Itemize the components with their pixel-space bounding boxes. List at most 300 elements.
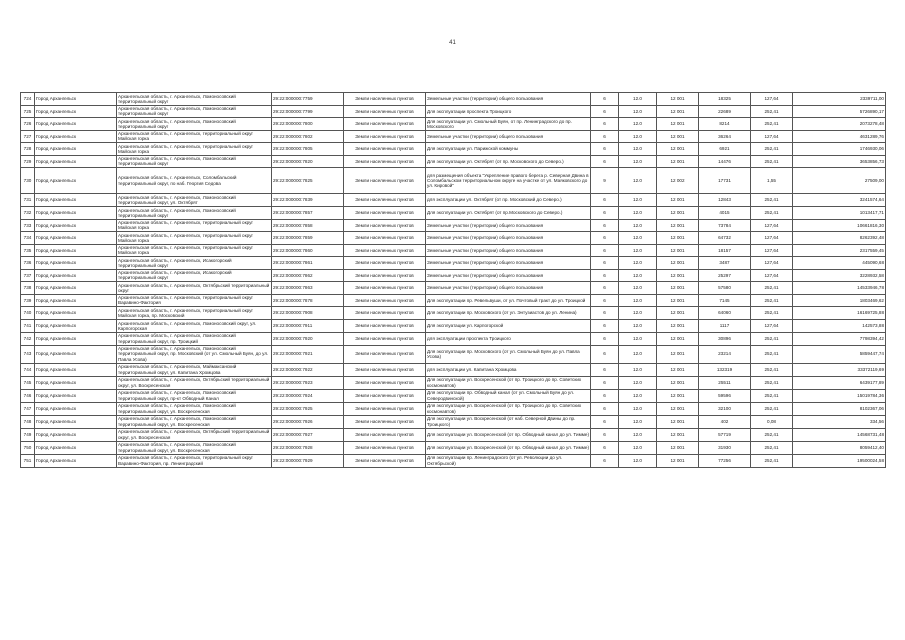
activity-code-cell: 12 001 <box>657 307 699 320</box>
city-cell: Город Архангельск <box>35 207 117 220</box>
activity-code-cell: 12 002 <box>657 168 699 194</box>
land-category-cell: Земли населенных пунктов <box>344 402 426 415</box>
group-cell: 12.0 <box>619 454 657 467</box>
activity-code-cell: 12 001 <box>657 402 699 415</box>
row-number-cell: 729 <box>21 155 35 168</box>
table-row <box>21 345 886 363</box>
area-cell: 402 <box>699 415 751 428</box>
area-cell: 3487 <box>699 257 751 270</box>
code-cell: 6 <box>591 207 619 220</box>
land-category-cell: Земли населенных пунктов <box>344 454 426 467</box>
table-row <box>21 402 886 415</box>
code-cell: 9 <box>591 168 619 194</box>
area-cell: 18157 <box>699 244 751 257</box>
cadastral-value-cell: 8059412,40 <box>793 441 886 454</box>
area-cell: 64060 <box>699 307 751 320</box>
rate-cell: 252,41 <box>751 143 793 156</box>
city-cell: Город Архангельск <box>35 244 117 257</box>
city-cell: Город Архангельск <box>35 363 117 376</box>
area-cell: 57719 <box>699 428 751 441</box>
permitted-use-cell: Земельные участки (территории) общего пользования <box>426 219 591 232</box>
row-number-cell: 725 <box>21 105 35 118</box>
activity-code-cell: 12 001 <box>657 332 699 345</box>
code-cell: 6 <box>591 454 619 467</box>
area-cell: 12843 <box>699 194 751 207</box>
cadastral-number-cell: 29:22:000000:7857 <box>272 207 344 220</box>
row-number-cell: 741 <box>21 320 35 333</box>
area-cell: 22689 <box>699 105 751 118</box>
land-category-cell: Земли населенных пунктов <box>344 219 426 232</box>
row-number-cell: 747 <box>21 402 35 415</box>
area-cell: 57580 <box>699 282 751 295</box>
group-cell: 12.0 <box>619 402 657 415</box>
cadastral-number-cell: 29:22:000000:7924 <box>272 389 344 402</box>
address-cell: Архангельская область, г. Архангельск, территориальный округ Майская горка <box>117 130 272 143</box>
permitted-use-cell: Земельные участки (территории) общего пользования <box>426 244 591 257</box>
cadastral-value-cell: 2339711,00 <box>793 93 886 106</box>
activity-code-cell: 12 001 <box>657 143 699 156</box>
cadastral-number-cell: 29:22:000000:7800 <box>272 118 344 131</box>
table-row <box>21 282 886 295</box>
code-cell: 6 <box>591 428 619 441</box>
city-cell: Город Архангельск <box>35 143 117 156</box>
area-cell: 132319 <box>699 363 751 376</box>
code-cell: 6 <box>591 282 619 295</box>
activity-code-cell: 12 001 <box>657 219 699 232</box>
code-cell: 6 <box>591 143 619 156</box>
permitted-use-cell: Для эксплуатации пр. Московского (от ул. Энтузиастов до ул. Ленина) <box>426 307 591 320</box>
table-row <box>21 130 886 143</box>
code-cell: 6 <box>591 194 619 207</box>
area-cell: 18325 <box>699 93 751 106</box>
city-cell: Город Архангельск <box>35 345 117 363</box>
cadastral-number-cell: 29:22:000000:7802 <box>272 130 344 143</box>
address-cell: Архангельская область, г. Архангельск, Ломоносовский территориальный округ <box>117 105 272 118</box>
rate-cell: 252,41 <box>751 207 793 220</box>
activity-code-cell: 12 001 <box>657 105 699 118</box>
rate-cell: 252,41 <box>751 428 793 441</box>
address-cell: Архангельская область, г. Архангельск, Ломоносовский территориальный округ <box>117 93 272 106</box>
table-row <box>21 105 886 118</box>
city-cell: Город Архангельск <box>35 194 117 207</box>
cadastral-number-cell: 29:22:000000:7908 <box>272 307 344 320</box>
activity-code-cell: 12 001 <box>657 257 699 270</box>
cadastral-value-cell: 19500024,58 <box>793 454 886 467</box>
cadastral-value-cell: 334,56 <box>793 415 886 428</box>
land-category-cell: Земли населенных пунктов <box>344 257 426 270</box>
area-cell: 32100 <box>699 402 751 415</box>
cadastral-value-cell: 33372119,69 <box>793 363 886 376</box>
cadastral-value-cell: 6439177,89 <box>793 376 886 389</box>
group-cell: 12.0 <box>619 155 657 168</box>
land-category-cell: Земли населенных пунктов <box>344 168 426 194</box>
address-cell: Архангельская область, г. Архангельск, территориальный округ Майская горка, пр. Московский <box>117 307 272 320</box>
city-cell: Город Архангельск <box>35 454 117 467</box>
group-cell: 12.0 <box>619 345 657 363</box>
city-cell: Город Архангельск <box>35 168 117 194</box>
land-registry-table <box>20 92 886 468</box>
permitted-use-cell: Для эксплуатации ул. Октябрят (от пр.Московского до Северо.) <box>426 207 591 220</box>
table-row <box>21 168 886 194</box>
row-number-cell: 735 <box>21 244 35 257</box>
city-cell: Город Архангельск <box>35 282 117 295</box>
activity-code-cell: 12 001 <box>657 441 699 454</box>
cadastral-number-cell: 29:22:000000:7923 <box>272 376 344 389</box>
land-category-cell: Земли населенных пунктов <box>344 105 426 118</box>
cadastral-value-cell: 8102367,06 <box>793 402 886 415</box>
permitted-use-cell: Для эксплуатации ул. Воскресенской (от пр. Троицкого до пр. Советских космонавтов) <box>426 376 591 389</box>
group-cell: 12.0 <box>619 282 657 295</box>
rate-cell: 252,41 <box>751 345 793 363</box>
table-row <box>21 415 886 428</box>
address-cell: Архангельская область, г. Архангельск, Ломоносовский территориальный округ, пр. Московский (от ул. Смольный Буян, до ул. Павла Усова) <box>117 345 272 363</box>
cadastral-value-cell: 142573,88 <box>793 320 886 333</box>
area-cell: 6921 <box>699 143 751 156</box>
row-number-cell: 738 <box>21 282 35 295</box>
city-cell: Город Архангельск <box>35 294 117 307</box>
group-cell: 12.0 <box>619 363 657 376</box>
land-category-cell: Земли населенных пунктов <box>344 282 426 295</box>
cadastral-value-cell: 15019784,36 <box>793 389 886 402</box>
cadastral-number-cell: 29:22:000000:7911 <box>272 320 344 333</box>
activity-code-cell: 12 001 <box>657 320 699 333</box>
activity-code-cell: 12 001 <box>657 130 699 143</box>
row-number-cell: 730 <box>21 168 35 194</box>
land-category-cell: Земли населенных пунктов <box>344 130 426 143</box>
code-cell: 6 <box>591 105 619 118</box>
cadastral-number-cell: 29:22:000000:7825 <box>272 168 344 194</box>
permitted-use-cell: Для эксплуатации ул. Воскресенской (от пр. Обводный канал до ул. Тимме) <box>426 441 591 454</box>
permitted-use-cell: для размещения объекта "Укрепление правого берега р. Северная Двина в Соломбальском территориальном округе на участке от ул. Маяковского до ул. Кировой" <box>426 168 591 194</box>
cadastral-number-cell: 29:22:000000:7862 <box>272 269 344 282</box>
rate-cell: 252,41 <box>751 454 793 467</box>
address-cell: Архангельская область, г. Архангельск, Ломоносовский территориальный округ, пр. Троицкий <box>117 332 272 345</box>
city-cell: Город Архангельск <box>35 118 117 131</box>
code-cell: 6 <box>591 257 619 270</box>
activity-code-cell: 12 001 <box>657 294 699 307</box>
row-number-cell: 742 <box>21 332 35 345</box>
address-cell: Архангельская область, г. Архангельск, территориальный округ Варавино-Фактория <box>117 294 272 307</box>
code-cell: 6 <box>591 402 619 415</box>
group-cell: 12.0 <box>619 143 657 156</box>
cadastral-value-cell: 2317559,45 <box>793 244 886 257</box>
address-cell: Архангельская область, г. Архангельск, Октябрьский территориальный округ, ул. Воскресенская <box>117 428 272 441</box>
land-category-cell: Земли населенных пунктов <box>344 389 426 402</box>
rate-cell: 252,41 <box>751 363 793 376</box>
cadastral-value-cell: 27509,00 <box>793 168 886 194</box>
area-cell: 73784 <box>699 219 751 232</box>
cadastral-number-cell: 29:22:000000:7925 <box>272 402 344 415</box>
permitted-use-cell: для эксплуатации ул. Капитана Хромцова <box>426 363 591 376</box>
city-cell: Город Архангельск <box>35 257 117 270</box>
permitted-use-cell: Для эксплуатации ул. Смольный Буян, от пр. Ленинградского до пр. Московского <box>426 118 591 131</box>
row-number-cell: 734 <box>21 232 35 245</box>
code-cell: 6 <box>591 118 619 131</box>
permitted-use-cell: Для эксплуатации пр. Обводный канал (от ул. Смольный Буян до ул. Северодвинской) <box>426 389 591 402</box>
table-row <box>21 269 886 282</box>
area-cell: 25511 <box>699 376 751 389</box>
activity-code-cell: 12 001 <box>657 194 699 207</box>
cadastral-value-cell: 1746930,06 <box>793 143 886 156</box>
land-category-cell: Земли населенных пунктов <box>344 244 426 257</box>
code-cell: 6 <box>591 376 619 389</box>
cadastral-number-cell: 29:22:000000:7921 <box>272 345 344 363</box>
area-cell: 25297 <box>699 269 751 282</box>
rate-cell: 1,55 <box>751 168 793 194</box>
area-cell: 8214 <box>699 118 751 131</box>
group-cell: 12.0 <box>619 428 657 441</box>
cadastral-number-cell: 29:22:000000:7805 <box>272 143 344 156</box>
city-cell: Город Архангельск <box>35 93 117 106</box>
row-number-cell: 746 <box>21 389 35 402</box>
permitted-use-cell: Для эксплуатации ул. Парижской коммуны <box>426 143 591 156</box>
activity-code-cell: 12 001 <box>657 118 699 131</box>
permitted-use-cell: Земельные участки (территории) общего пользования <box>426 232 591 245</box>
cadastral-number-cell: 29:22:000000:7922 <box>272 363 344 376</box>
permitted-use-cell: Для эксплуатации пр. Ревельвуши, от ул. Почтовый тракт до ул. Троицкой <box>426 294 591 307</box>
rate-cell: 252,41 <box>751 307 793 320</box>
area-cell: 31930 <box>699 441 751 454</box>
land-category-cell: Земли населенных пунктов <box>344 232 426 245</box>
cadastral-value-cell: 1803469,62 <box>793 294 886 307</box>
address-cell: Архангельская область, г. Архангельск, Ломоносовский округ, ул. Карпогорская <box>117 320 272 333</box>
group-cell: 12.0 <box>619 441 657 454</box>
city-cell: Город Архангельск <box>35 389 117 402</box>
row-number-cell: 731 <box>21 194 35 207</box>
group-cell: 12.0 <box>619 168 657 194</box>
rate-cell: 252,41 <box>751 282 793 295</box>
group-cell: 12.0 <box>619 118 657 131</box>
land-category-cell: Земли населенных пунктов <box>344 320 426 333</box>
permitted-use-cell: Земельные участки (территории) общего пользования <box>426 93 591 106</box>
cadastral-value-cell: 2073278,48 <box>793 118 886 131</box>
cadastral-value-cell: 4631289,76 <box>793 130 886 143</box>
city-cell: Город Архангельск <box>35 402 117 415</box>
table-row <box>21 194 886 207</box>
table-row <box>21 207 886 220</box>
row-number-cell: 737 <box>21 269 35 282</box>
table-row <box>21 143 886 156</box>
activity-code-cell: 12 001 <box>657 376 699 389</box>
cadastral-number-cell: 29:22:000000:7926 <box>272 415 344 428</box>
city-cell: Город Архангельск <box>35 155 117 168</box>
area-cell: 17731 <box>699 168 751 194</box>
rate-cell: 252,41 <box>751 118 793 131</box>
land-category-cell: Земли населенных пунктов <box>344 363 426 376</box>
activity-code-cell: 12 001 <box>657 232 699 245</box>
city-cell: Город Архангельск <box>35 130 117 143</box>
permitted-use-cell: Для эксплуатации ул. Воскресенской (от наб. Северной Двины до пр. Троицкого) <box>426 415 591 428</box>
address-cell: Архангельская область, г. Архангельск, территориальный округ Майская горка <box>117 143 272 156</box>
cadastral-value-cell: 1013417,71 <box>793 207 886 220</box>
group-cell: 12.0 <box>619 415 657 428</box>
cadastral-value-cell: 14568731,48 <box>793 428 886 441</box>
cadastral-number-cell: 29:22:000000:7920 <box>272 332 344 345</box>
land-category-cell: Земли населенных пунктов <box>344 441 426 454</box>
table-row <box>21 363 886 376</box>
address-cell: Архангельская область, г. Архангельск, территориальный округ Майская горка <box>117 219 272 232</box>
cadastral-number-cell: 29:22:000000:7861 <box>272 257 344 270</box>
rate-cell: 127,64 <box>751 269 793 282</box>
table-row <box>21 376 886 389</box>
rate-cell: 252,41 <box>751 194 793 207</box>
table-row <box>21 232 886 245</box>
rate-cell: 127,64 <box>751 257 793 270</box>
rate-cell: 252,41 <box>751 402 793 415</box>
code-cell: 6 <box>591 244 619 257</box>
permitted-use-cell: для эксплуатации проспекта Троицкого <box>426 332 591 345</box>
area-cell: 77256 <box>699 454 751 467</box>
code-cell: 6 <box>591 294 619 307</box>
row-number-cell: 750 <box>21 441 35 454</box>
table-row <box>21 320 886 333</box>
city-cell: Город Архангельск <box>35 307 117 320</box>
rate-cell: 252,41 <box>751 332 793 345</box>
address-cell: Архангельская область, г. Архангельск, территориальный округ Майская горка <box>117 244 272 257</box>
row-number-cell: 726 <box>21 118 35 131</box>
activity-code-cell: 12 001 <box>657 345 699 363</box>
row-number-cell: 739 <box>21 294 35 307</box>
row-number-cell: 743 <box>21 345 35 363</box>
permitted-use-cell: Для эксплуатации ул. Воскресенской (от пр. Обводный канал до ул. Тимме) <box>426 428 591 441</box>
rate-cell: 0,08 <box>751 415 793 428</box>
address-cell: Архангельская область, г. Архангельск, Октябрьский территориальный округ, ул. Воскресенская <box>117 376 272 389</box>
area-cell: 14476 <box>699 155 751 168</box>
code-cell: 6 <box>591 269 619 282</box>
group-cell: 12.0 <box>619 320 657 333</box>
row-number-cell: 732 <box>21 207 35 220</box>
cadastral-number-cell: 29:22:000000:7929 <box>272 454 344 467</box>
activity-code-cell: 12 001 <box>657 454 699 467</box>
land-category-cell: Земли населенных пунктов <box>344 118 426 131</box>
permitted-use-cell: Земельные участки (территории) общего пользования <box>426 282 591 295</box>
land-category-cell: Земли населенных пунктов <box>344 332 426 345</box>
city-cell: Город Архангельск <box>35 269 117 282</box>
rate-cell: 252,41 <box>751 294 793 307</box>
cadastral-value-cell: 8262392,48 <box>793 232 886 245</box>
row-number-cell: 727 <box>21 130 35 143</box>
cadastral-value-cell: 3241574,64 <box>793 194 886 207</box>
address-cell: Архангельская область, г. Архангельск, Маймаксанский территориальный округ, ул. Капитана Хромцова <box>117 363 272 376</box>
cadastral-number-cell: 29:22:000000:7858 <box>272 219 344 232</box>
land-category-cell: Земли населенных пунктов <box>344 143 426 156</box>
area-cell: 4015 <box>699 207 751 220</box>
cadastral-value-cell: 3228932,58 <box>793 269 886 282</box>
cadastral-value-cell: 3653856,73 <box>793 155 886 168</box>
row-number-cell: 745 <box>21 376 35 389</box>
address-cell: Архангельская область, г. Архангельск, Ломоносовский территориальный округ, пр-кт Обводный Канал <box>117 389 272 402</box>
activity-code-cell: 12 001 <box>657 93 699 106</box>
cadastral-number-cell: 29:22:000000:7927 <box>272 428 344 441</box>
row-number-cell: 724 <box>21 93 35 106</box>
cadastral-value-cell: 16169725,88 <box>793 307 886 320</box>
city-cell: Город Архангельск <box>35 320 117 333</box>
table-row <box>21 155 886 168</box>
table-row <box>21 428 886 441</box>
rate-cell: 127,64 <box>751 232 793 245</box>
page-number: 41 <box>449 40 456 46</box>
cadastral-value-cell: 445090,68 <box>793 257 886 270</box>
area-cell: 64732 <box>699 232 751 245</box>
address-cell: Архангельская область, г. Архангельск, территориальный округ Варавино-Фактория, пр. Ленинградский <box>117 454 272 467</box>
code-cell: 6 <box>591 93 619 106</box>
cadastral-number-cell: 29:22:000000:7799 <box>272 105 344 118</box>
address-cell: Архангельская область, г. Архангельск, Исакогорский территориальный округ <box>117 257 272 270</box>
rate-cell: 127,64 <box>751 244 793 257</box>
permitted-use-cell: для эксплуатации ул. Октябрят (от пр. Московский до Северо.) <box>426 194 591 207</box>
cadastral-number-cell: 29:22:000000:7859 <box>272 232 344 245</box>
city-cell: Город Архангельск <box>35 105 117 118</box>
code-cell: 6 <box>591 219 619 232</box>
activity-code-cell: 12 001 <box>657 282 699 295</box>
rate-cell: 127,64 <box>751 130 793 143</box>
land-category-cell: Земли населенных пунктов <box>344 155 426 168</box>
city-cell: Город Архангельск <box>35 232 117 245</box>
permitted-use-cell: Для эксплуатации ул. Карпогорской <box>426 320 591 333</box>
address-cell: Архангельская область, г. Архангельск, Ломоносовский территориальный округ <box>117 155 272 168</box>
area-cell: 1117 <box>699 320 751 333</box>
row-number-cell: 736 <box>21 257 35 270</box>
code-cell: 6 <box>591 307 619 320</box>
rate-cell: 252,41 <box>751 389 793 402</box>
group-cell: 12.0 <box>619 389 657 402</box>
permitted-use-cell: Для эксплуатации пр. Московского (от ул. Смольный Буян до ул. Павла Усова) <box>426 345 591 363</box>
land-category-cell: Земли населенных пунктов <box>344 294 426 307</box>
land-category-cell: Земли населенных пунктов <box>344 269 426 282</box>
area-cell: 59596 <box>699 389 751 402</box>
cadastral-value-cell: 14533946,78 <box>793 282 886 295</box>
permitted-use-cell: Для эксплуатации ул. Воскресенской (от пр. Троицкого до пр. Советских космонавтов) <box>426 402 591 415</box>
rate-cell: 252,41 <box>751 155 793 168</box>
group-cell: 12.0 <box>619 307 657 320</box>
city-cell: Город Архангельск <box>35 441 117 454</box>
city-cell: Город Архангельск <box>35 376 117 389</box>
address-cell: Архангельская область, г. Архангельск, Ломоносовский территориальный округ <box>117 207 272 220</box>
group-cell: 12.0 <box>619 257 657 270</box>
table-row <box>21 294 886 307</box>
table-row <box>21 244 886 257</box>
cadastral-number-cell: 29:22:000000:7860 <box>272 244 344 257</box>
row-number-cell: 744 <box>21 363 35 376</box>
activity-code-cell: 12 001 <box>657 155 699 168</box>
group-cell: 12.0 <box>619 269 657 282</box>
group-cell: 12.0 <box>619 93 657 106</box>
address-cell: Архангельская область, г. Архангельск, Соломбальский территориальный округ, по наб. Георгия Седова <box>117 168 272 194</box>
cadastral-value-cell: 5726890,17 <box>793 105 886 118</box>
group-cell: 12.0 <box>619 194 657 207</box>
cadastral-number-cell: 29:22:000000:7759 <box>272 93 344 106</box>
land-category-cell: Земли населенных пунктов <box>344 415 426 428</box>
cadastral-number-cell: 29:22:000000:7839 <box>272 194 344 207</box>
group-cell: 12.0 <box>619 376 657 389</box>
cadastral-number-cell: 29:22:000000:7863 <box>272 282 344 295</box>
cadastral-number-cell: 29:22:000000:7928 <box>272 441 344 454</box>
code-cell: 6 <box>591 345 619 363</box>
code-cell: 6 <box>591 320 619 333</box>
group-cell: 12.0 <box>619 332 657 345</box>
permitted-use-cell: Земельные участки (территории) общего пользования <box>426 269 591 282</box>
code-cell: 6 <box>591 363 619 376</box>
row-number-cell: 749 <box>21 428 35 441</box>
group-cell: 12.0 <box>619 244 657 257</box>
table-row <box>21 307 886 320</box>
code-cell: 6 <box>591 332 619 345</box>
table-row <box>21 257 886 270</box>
row-number-cell: 751 <box>21 454 35 467</box>
code-cell: 6 <box>591 415 619 428</box>
cadastral-number-cell: 29:22:000000:7878 <box>272 294 344 307</box>
activity-code-cell: 12 001 <box>657 244 699 257</box>
